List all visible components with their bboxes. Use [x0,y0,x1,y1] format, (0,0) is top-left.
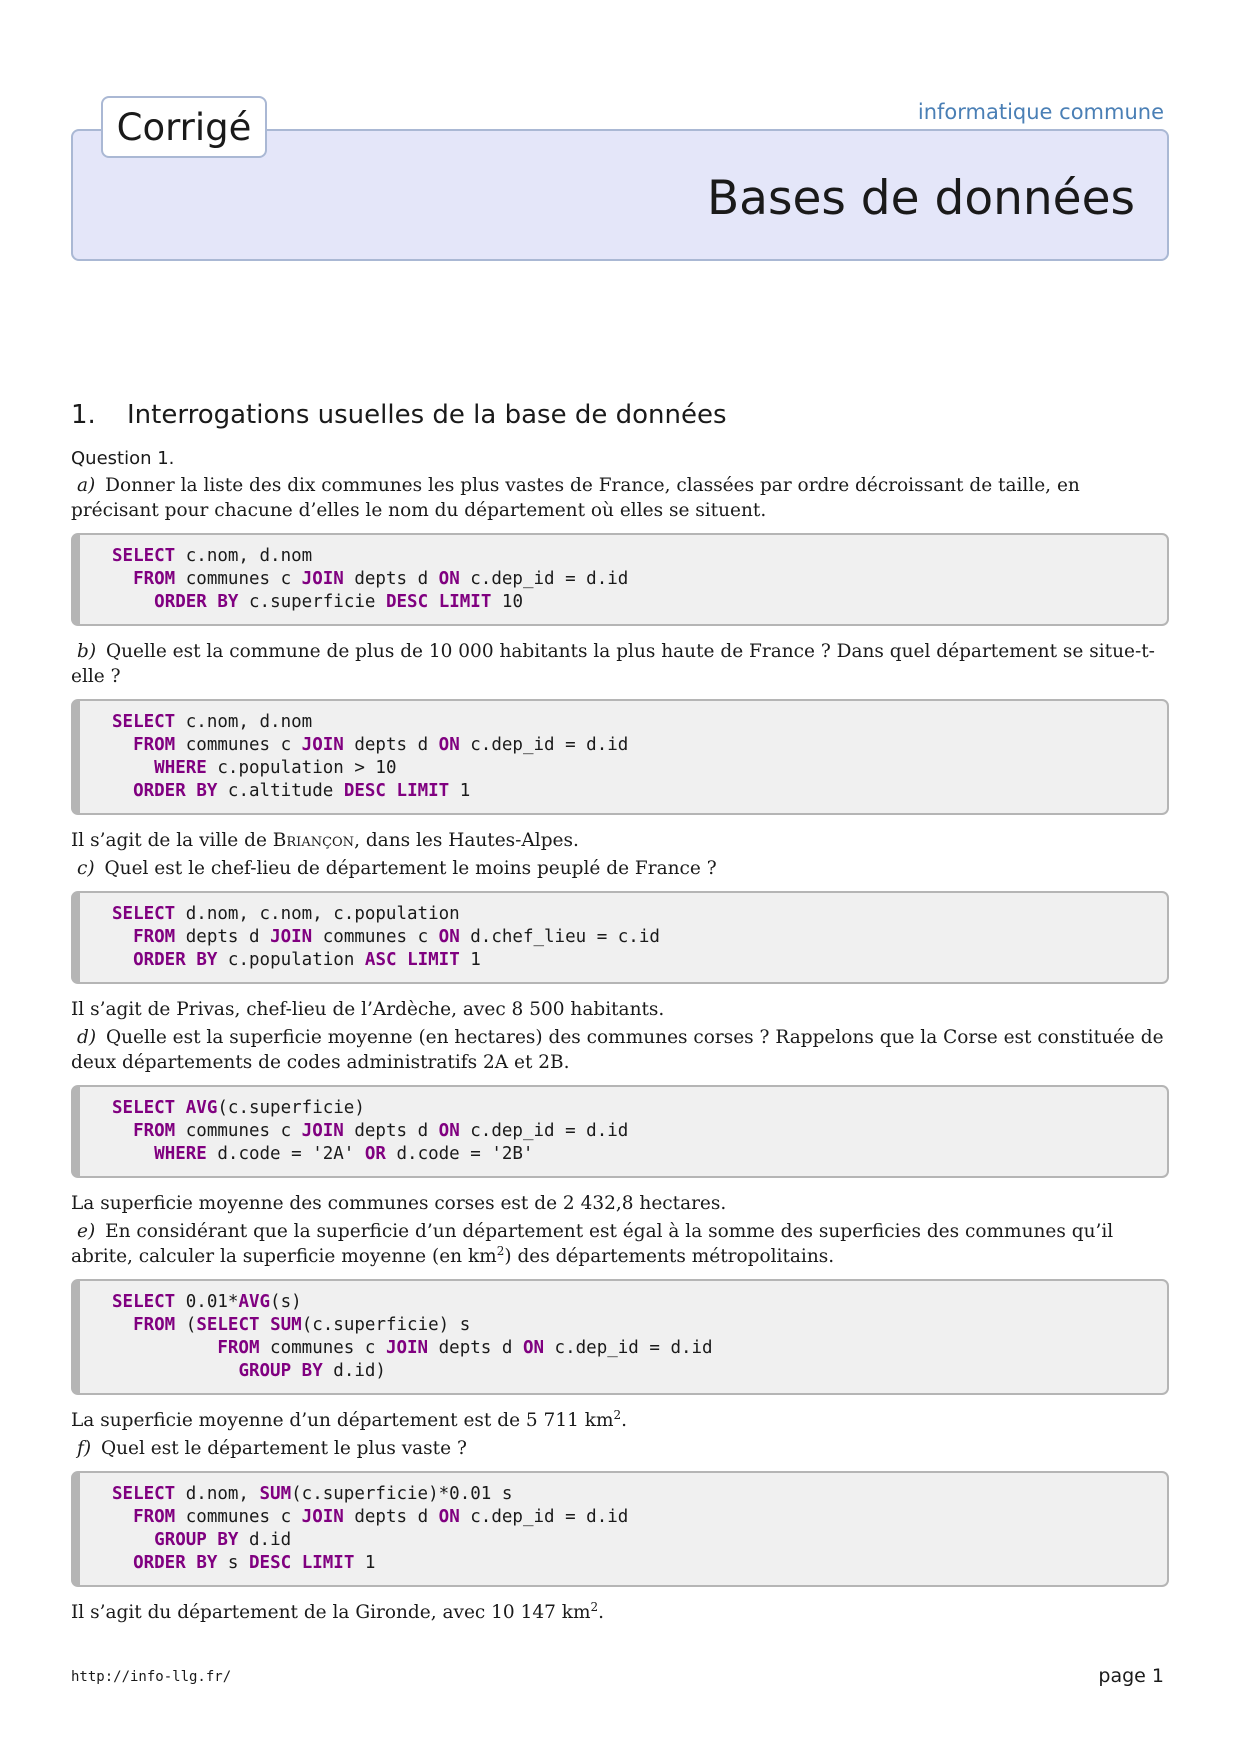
code-block-e [71,1279,1169,1395]
sql-keyword: BY [196,781,218,801]
sql-keyword: SELECT [112,904,176,924]
sql-keyword: AVG [238,1292,271,1312]
answer-e-superscript: 2 [613,1407,622,1422]
sql-keyword: FROM [133,1315,176,1335]
question-e-text-before: En considérant que la superficie d’un département est égal à la somme des superficies des communes qu’il abrite, calculer la superficie moyenne (en km [71,1221,1114,1267]
question-f-label: f) [77,1438,92,1459]
sql-keyword: ORDER [133,1553,186,1573]
sql-keyword: BY [196,950,218,970]
section-title: Interrogations usuelles de la base de données [127,400,727,430]
question-f-text: Quel est le département le plus vaste ? [100,1438,467,1459]
sql-keyword: ORDER [133,950,186,970]
code-line: WHERE d.code = '2A' OR d.code = '2B' [154,1144,534,1164]
sql-keyword: FROM [217,1338,260,1358]
code-line: GROUP BY d.id) [238,1361,386,1381]
section-number: 1. [71,400,96,430]
question-d [71,1025,1169,1075]
code-block-d [71,1085,1169,1178]
code-line: SELECT d.nom, SUM(c.superficie)*0.01 s [112,1484,513,1504]
question-label: Question 1. [71,448,175,469]
code-line: ORDER BY c.superficie DESC LIMIT 10 [154,592,523,612]
sql-keyword: ON [438,1507,460,1527]
code-block-b [71,699,1169,815]
sql-keyword: FROM [133,569,176,589]
question-b [71,639,1169,689]
code-line: SELECT d.nom, c.nom, c.population [112,904,460,924]
sql-keyword: GROUP [154,1530,207,1550]
answer-e-before: La superficie moyenne d’un département est de 5 711 km [71,1410,614,1431]
answer-f-before: Il s’agit du département de la Gironde, avec 10 147 km [71,1602,591,1623]
sql-keyword: LIMIT [396,781,450,801]
code-line: WHERE c.population > 10 [154,758,397,778]
code-line: SELECT 0.01*AVG(s) [112,1292,302,1312]
corrige-badge: Corrigé [101,96,267,158]
subject-label: informatique commune [917,100,1164,124]
answer-c: Il s’agit de Privas, chef-lieu de l’Ardèche, avec 8 500 habitants. [71,999,665,1020]
page-title: Bases de données [706,171,1135,226]
sql-keyword: JOIN [301,1507,344,1527]
sql-keyword: AVG [185,1098,218,1118]
sql-keyword: BY [301,1361,323,1381]
question-c-label: c) [77,858,95,879]
answer-d: La superficie moyenne des communes corses est de 2 432,8 hectares. [71,1193,727,1214]
answer-f-after: . [598,1602,605,1623]
code-line: FROM communes c JOIN depts d ON c.dep_id = d.id [217,1338,713,1358]
answer-b [71,828,1169,853]
footer-url[interactable]: http://info-llg.fr/ [71,1669,232,1685]
code-line: FROM communes c JOIN depts d ON c.dep_id = d.id [133,569,629,589]
code-line: ORDER BY c.altitude DESC LIMIT 1 [133,781,471,801]
code-line: SELECT AVG(c.superficie) [112,1098,365,1118]
sql-keyword: SELECT [112,546,176,566]
code-block-c [71,891,1169,984]
sql-keyword: FROM [133,735,176,755]
sql-keyword: SELECT [196,1315,260,1335]
question-b-label: b) [77,641,97,662]
answer-b-before: Il s’agit de la ville de [71,830,273,851]
code-line: FROM communes c JOIN depts d ON c.dep_id = d.id [133,1507,629,1527]
question-a-text: Donner la liste des dix communes les plus vastes de France, classées par ordre décroissant de taille, en précisant pour chacune d’elles le nom du département où elles se situent. [71,475,1080,521]
code-line: FROM depts d JOIN communes c ON d.chef_lieu = c.id [133,927,660,947]
answer-f [71,1600,1169,1625]
question-c [71,856,1169,881]
answer-e [71,1408,1169,1433]
sql-keyword: DESC [385,592,429,612]
answer-e-after: . [621,1410,628,1431]
sql-keyword: ORDER [133,781,186,801]
code-line: FROM (SELECT SUM(c.superficie) s [133,1315,471,1335]
question-e-text-after: ) des départements métropolitains. [504,1246,835,1267]
code-line: GROUP BY d.id [154,1530,292,1550]
code-line: FROM communes c JOIN depts d ON c.dep_id = d.id [133,735,629,755]
question-e [71,1219,1169,1269]
question-d-text: Quelle est la superficie moyenne (en hectares) des communes corses ? Rappelons que la Corse est constituée de deux départements de codes administratifs 2A et 2B. [71,1027,1164,1073]
question-a-label: a) [77,475,96,496]
sql-keyword: ON [438,927,460,947]
sql-keyword: SELECT [112,1098,176,1118]
sql-keyword: JOIN [301,569,344,589]
main-content [71,400,1169,1628]
sql-keyword: DESC [249,1553,292,1573]
sql-keyword: SELECT [112,1292,176,1312]
sql-keyword: OR [364,1144,386,1164]
question-c-text: Quel est le chef-lieu de département le moins peuplé de France ? [104,858,717,879]
sql-keyword: FROM [133,927,176,947]
code-line: ORDER BY c.population ASC LIMIT 1 [133,950,481,970]
sql-keyword: WHERE [154,1144,207,1164]
sql-keyword: JOIN [301,735,344,755]
sql-keyword: ASC [364,950,397,970]
sql-keyword: SUM [270,1315,302,1335]
question-e-label: e) [77,1221,96,1242]
answer-b-after: , dans les Hautes-Alpes. [354,830,579,851]
question-f [71,1436,1169,1461]
sql-keyword: ON [438,569,460,589]
sql-keyword: DESC [343,781,386,801]
question-e-superscript: 2 [496,1243,505,1258]
code-line: FROM communes c JOIN depts d ON c.dep_id = d.id [133,1121,629,1141]
code-block-a [71,533,1169,626]
question-a [71,473,1169,523]
question-b-text: Quelle est la commune de plus de 10 000 habitants la plus haute de France ? Dans quel département se situe-t-elle ? [71,641,1155,687]
code-block-f [71,1471,1169,1587]
sql-keyword: WHERE [154,758,207,778]
sql-keyword: BY [196,1553,218,1573]
question-d-label: d) [77,1027,97,1048]
sql-keyword: ON [522,1338,545,1358]
sql-keyword: ON [438,735,460,755]
sql-keyword: LIMIT [301,1553,355,1573]
sql-keyword: BY [217,592,239,612]
section-heading [71,400,1169,430]
sql-keyword: FROM [133,1507,176,1527]
code-line: SELECT c.nom, d.nom [112,546,313,566]
sql-keyword: SUM [259,1484,292,1504]
sql-keyword: ON [438,1121,460,1141]
answer-f-superscript: 2 [590,1599,599,1614]
answer-b-city: Briançon [272,830,355,851]
sql-keyword: GROUP [238,1361,292,1381]
sql-keyword: SELECT [112,1484,176,1504]
sql-keyword: SELECT [112,712,176,732]
footer-page-number: page 1 [1098,1665,1164,1687]
sql-keyword: JOIN [385,1338,429,1358]
code-line: SELECT c.nom, d.nom [112,712,313,732]
sql-keyword: JOIN [270,927,313,947]
code-line: ORDER BY s DESC LIMIT 1 [133,1553,376,1573]
sql-keyword: JOIN [301,1121,344,1141]
sql-keyword: ORDER [154,592,207,612]
sql-keyword: LIMIT [407,950,460,970]
sql-keyword: BY [217,1530,239,1550]
sql-keyword: LIMIT [438,592,492,612]
sql-keyword: FROM [133,1121,176,1141]
